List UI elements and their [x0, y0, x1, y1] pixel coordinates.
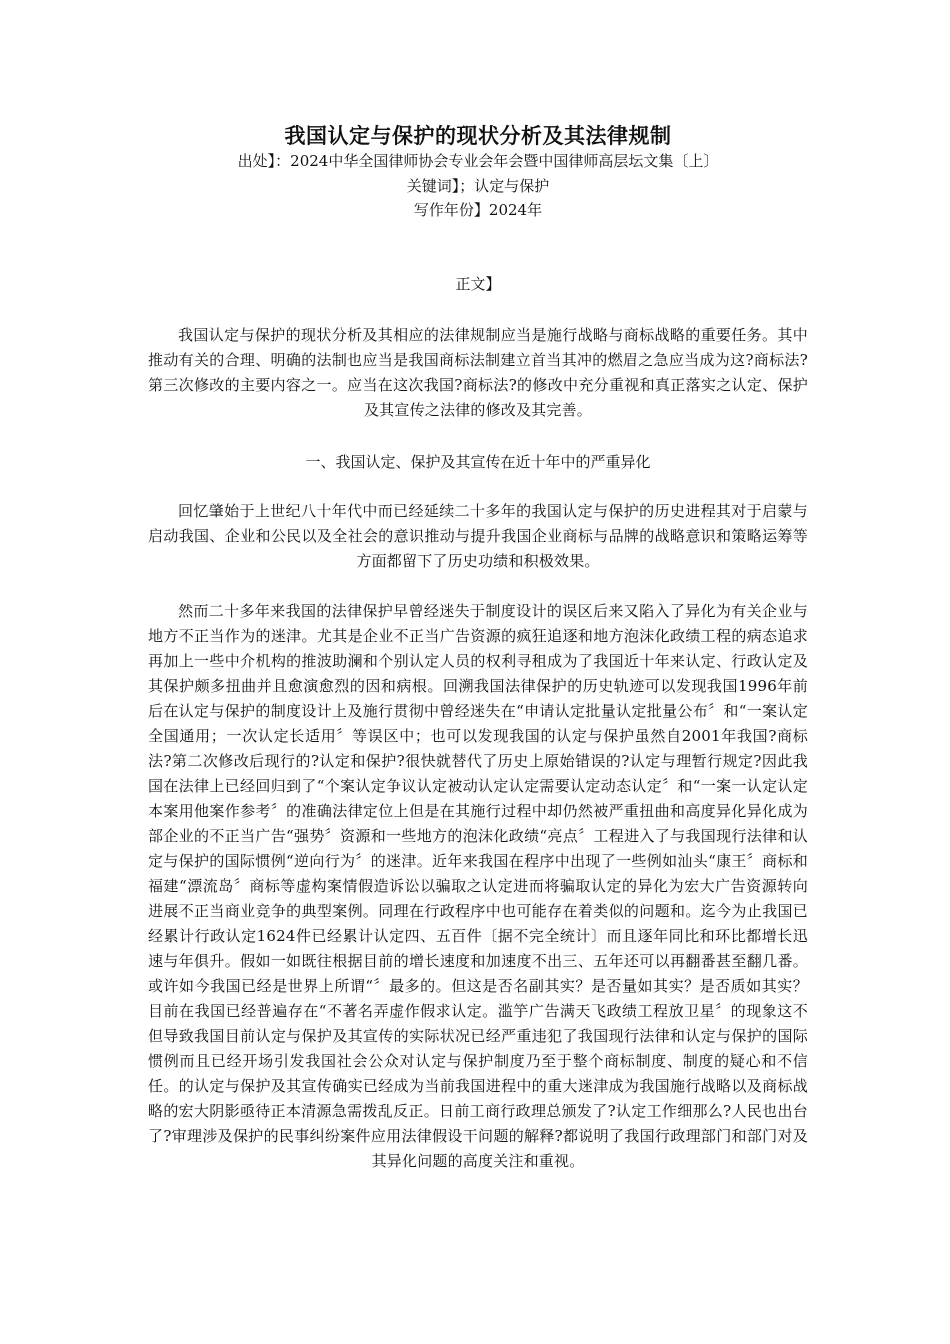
keywords-line: 关键词】；认定与保护 [406, 177, 550, 195]
paragraph-alienation: 然而二十多年来我国的法律保护早曾经迷失于制度设计的误区后来又陷入了异化为有关企业与地方不正当作为的迷津。尤其是企业不正当广告资源的疯狂追逐和地方泡沫化政绩工程的病态追求再加上一些中介机构的推波助澜和个别认定人员的权利寻租成为了我国近十年来认定、行政认定及其保护颇多扭曲并且愈演愈烈的因和病根。回溯我国法律保护的历史轨迹可以发现我国1996年前后在认定与保护的制度设计上及施行贯彻中曾经迷失在“申请认定批量认定批量公布〞和“一案认定全国通用；一次认定长适用〞等误区中；也可以发现我国的认定与保护虽然自2001年我国?商标法?第二次修改后现行的?认定和保护?很快就替代了历史上原始错误的?认定与理暂行规定?因此我国在法律上已经回归到了“个案认定争议认定被动认定认定需要认定动态认定〞和“一案一认定认定本案用他案作参考〞的准确法律定位上但是在其施行过程中却仍然被严重扭曲和高度异化异化成为部企业的不正当广告“强势〞资源和一些地方的泡沫化政绩“亮点〞工程进入了与我国现行法律和认定与保护的国际惯例“逆向行为〞的迷津。近年来我国在程序中出现了一些例如汕头“康王〞商标和福建“漂流岛〞商标等虚构案情假造诉讼以骗取之认定进而将骗取认定的异化为宏大广告资源转向进展不正当商业竞争的典型案例。同理在行政程序中也可能存在着类似的问题和。迄今为止我国已经累计行政认定1624件已经累计认定四、五百件〔据不完全统计〕而且逐年同比和环比都增长迅速与年俱升。假如一如既往根据目前的增长速度和加速度不出三、五年还可以再翻番甚至翻几番。或许如今我国已经是世界上所谓“〞最多的。但这是否名副其实？是否量如其实？是否质如其实？目前在我国已经普遍存在“不著名弄虚作假求认定。滥竽广告满天飞政绩工程放卫星〞的现象这不但导致我国目前认定与保护及其宣传的实际状况已经严重违犯了我国现行法律和认定与保护的国际惯例而且已经开场引发我国社会公众对认定与保护制度乃至于整个商标制度、制度的疑心和不信任。的认定与保护及其宣传确实已经成为当前我国进程中的重大迷津成为我国施行战略以及商标战略的宏大阴影亟待正本清源急需拨乱反正。日前工商行政理总颁发了?认定工作细那么?人民也出台了?审理涉及保护的民事纠纷案件应用法律假设干问题的解释?都说明了我国行政理部门和部门对及其异化问题的高度关注和重视。 [148, 602, 808, 1170]
paragraph-intro: 我国认定与保护的现状分析及其相应的法律规制应当是施行战略与商标战略的重要任务。其中推动有关的合理、明确的法制也应当是我国商标法制建立首当其冲的燃眉之急应当成为这?商标法?第三次修改的主要内容之一。应当在这次我国?商标法?的修改中充分重视和真正落实之认定、保护及其宣传之法律的修改及其完善。 [148, 326, 808, 419]
paragraph-history: 回忆肇始于上世纪八十年代中而已经延续二十多年的我国认定与保护的历史进程其对于启蒙与启动我国、企业和公民以及全社会的意识推动与提升我国企业商标与品牌的战略意识和策略运筹等方面都留下了历史功绩和积极效果。 [148, 502, 808, 570]
body-label: 正文】 [455, 275, 501, 293]
year-line: 写作年份】2024年 [413, 201, 543, 219]
section-heading-1: 一、我国认定、保护及其宣传在近十年中的严重异化 [305, 453, 651, 471]
document-title: 我国认定与保护的现状分析及其法律规制 [284, 123, 672, 148]
source-line: 出处】：2024中华全国律师协会专业会年会暨中国律师高层坛文集〔上〕 [237, 152, 719, 170]
